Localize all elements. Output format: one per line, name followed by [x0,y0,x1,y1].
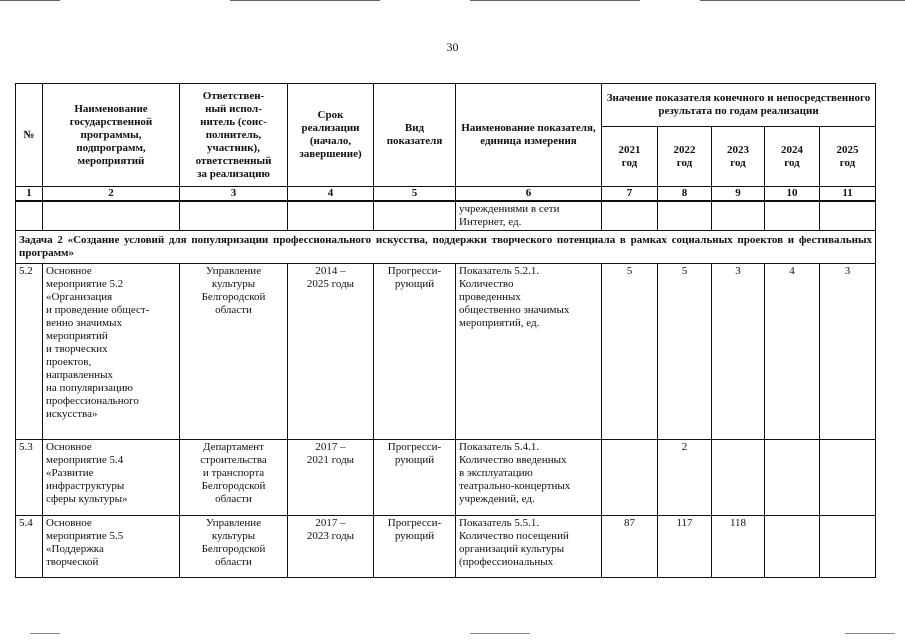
header-values-group: Значение показателя конечного и непосредственного результата по годам реализации [602,84,876,127]
task-row [16,231,876,264]
indicator-type-cell: Прогресси- рующий [374,516,456,578]
value-cell: 4 [765,264,820,440]
value-cell: 3 [712,264,765,440]
term-cell: 2017 – 2023 годы [288,516,374,578]
indicator-cell: Показатель 5.4.1. Количество введенных в эксплуатацию театрально-концертных учреждений, ед. [456,440,602,516]
row-num: 5.3 [16,440,43,516]
value-cell [820,516,876,578]
row-num: 5.4 [16,516,43,578]
header-year: 2023 год [712,127,765,187]
scan-edge-line [30,633,60,634]
header-indicator-name: Наименование показателя, единица измерения [456,84,602,187]
value-cell: 5 [602,264,658,440]
scan-edge-line [845,633,895,634]
value-cell: 117 [658,516,712,578]
header-program-name: Наименование государственной программы, подпрограмм, мероприятий [43,84,180,187]
indicator-cell: Показатель 5.5.1. Количество посещений организаций культуры (профессиональных [456,516,602,578]
table-row [16,516,876,578]
column-number: 2 [43,187,180,202]
column-number: 6 [456,187,602,202]
table-row [16,264,876,440]
value-cell [820,440,876,516]
column-number: 4 [288,187,374,202]
task-title: Задача 2 «Создание условий для популяризации профессионального искусства, поддержки творческого потенциала в рамках социальных проектов и фестивальных программ» [16,231,876,264]
indicator-type-cell: Прогресси- рующий [374,440,456,516]
value-cell: 5 [658,264,712,440]
scan-edge-line [470,0,640,1]
value-cell: 87 [602,516,658,578]
indicator-type-cell: Прогресси- рующий [374,264,456,440]
column-number: 7 [602,187,658,202]
value-cell [712,440,765,516]
header-year: 2022 год [658,127,712,187]
scan-edge-line [230,0,380,1]
value-cell [602,440,658,516]
header-year: 2025 год [820,127,876,187]
row-num: 5.2 [16,264,43,440]
value-cell [765,516,820,578]
term-cell: 2017 – 2021 годы [288,440,374,516]
header-num: № [16,84,43,187]
table-row-continuation [16,201,876,231]
term-cell: 2014 – 2025 годы [288,264,374,440]
table-row [16,440,876,516]
header-year: 2021 год [602,127,658,187]
column-number: 10 [765,187,820,202]
responsible-cell: Управление культуры Белгородской области [180,516,288,578]
program-name-cell: Основное мероприятие 5.4 «Развитие инфраструктуры сферы культуры» [43,440,180,516]
indicator-cell: учреждениями в сети Интернет, ед. [456,201,602,231]
indicators-table [15,83,876,578]
column-number-row [16,187,876,202]
header-term: Срок реализации (начало, завершение) [288,84,374,187]
column-number: 1 [16,187,43,202]
column-number: 9 [712,187,765,202]
value-cell: 118 [712,516,765,578]
value-cell: 2 [658,440,712,516]
responsible-cell: Департамент строительства и транспорта Белгородской области [180,440,288,516]
scan-edge-line [470,633,530,634]
indicator-cell: Показатель 5.2.1. Количество проведенных общественно значимых мероприятий, ед. [456,264,602,440]
value-cell [765,440,820,516]
column-number: 11 [820,187,876,202]
program-name-cell: Основное мероприятие 5.5 «Поддержка творческой [43,516,180,578]
scan-edge-line [0,0,60,1]
header-responsible: Ответствен- ный испол- нитель (соис- полнитель, участник), ответственный за реализацию [180,84,288,187]
page-number: 30 [446,40,459,54]
header-year: 2024 год [765,127,820,187]
column-number: 8 [658,187,712,202]
value-cell: 3 [820,264,876,440]
column-number: 5 [374,187,456,202]
header-indicator-type: Вид показателя [374,84,456,187]
program-name-cell: Основное мероприятие 5.2 «Организация и проведение общест- венно значимых мероприятий и творческих проектов, направленных на популяризацию профессионального искусства» [43,264,180,440]
column-number: 3 [180,187,288,202]
scan-edge-line [700,0,905,1]
responsible-cell: Управление культуры Белгородской области [180,264,288,440]
